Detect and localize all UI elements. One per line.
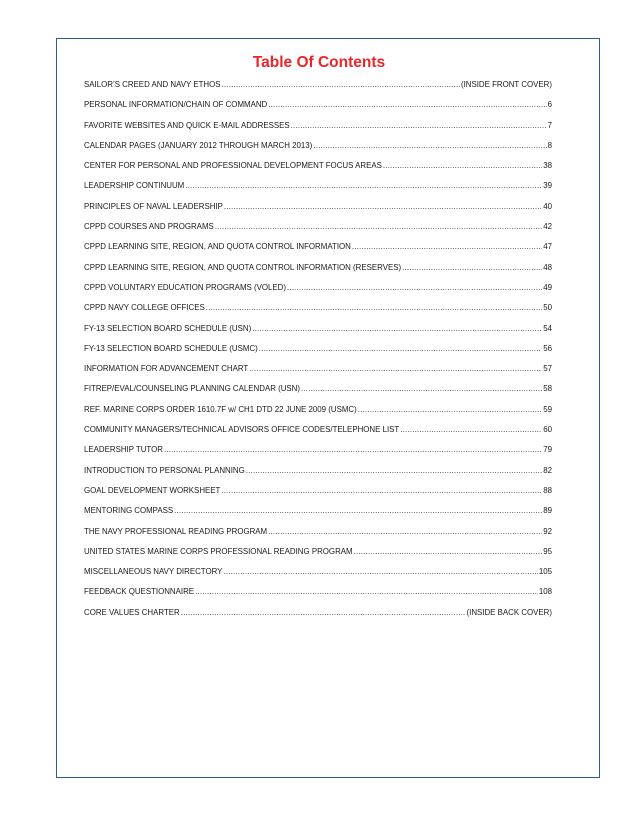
toc-entry-page: 82 bbox=[543, 465, 552, 475]
toc-entry-label: MISCELLANEOUS NAVY DIRECTORY bbox=[84, 567, 223, 577]
toc-entry-label: CPPD LEARNING SITE, REGION, AND QUOTA CONTROL INFORMATION bbox=[84, 242, 351, 252]
toc-dot-leader bbox=[224, 202, 542, 211]
toc-dot-leader bbox=[268, 527, 542, 536]
toc-entry[interactable] bbox=[84, 527, 552, 547]
toc-entry[interactable] bbox=[84, 405, 552, 425]
toc-entry-page: 58 bbox=[543, 384, 552, 394]
toc-dot-leader bbox=[402, 263, 542, 272]
toc-entry-label: FY-13 SELECTION BOARD SCHEDULE (USMC) bbox=[84, 343, 258, 353]
toc-entry[interactable] bbox=[84, 587, 552, 607]
toc-dot-leader bbox=[164, 445, 542, 454]
table-of-contents-list bbox=[84, 80, 552, 628]
toc-dot-leader bbox=[400, 425, 542, 434]
toc-entry-label: SAILOR’S CREED AND NAVY ETHOS bbox=[84, 80, 221, 89]
toc-entry[interactable] bbox=[84, 466, 552, 486]
toc-entry-page: 42 bbox=[543, 222, 552, 232]
toc-dot-leader bbox=[383, 161, 542, 170]
toc-dot-leader bbox=[195, 587, 538, 596]
toc-dot-leader bbox=[268, 100, 546, 109]
toc-entry[interactable] bbox=[84, 141, 552, 161]
toc-entry-page: 95 bbox=[543, 546, 552, 556]
toc-entry-page: 38 bbox=[543, 161, 552, 171]
toc-dot-leader bbox=[174, 506, 542, 515]
toc-entry-page: 105 bbox=[538, 567, 552, 577]
toc-entry[interactable] bbox=[84, 80, 552, 100]
toc-dot-leader bbox=[181, 608, 466, 617]
toc-dot-leader bbox=[252, 324, 542, 333]
toc-dot-leader bbox=[358, 405, 542, 414]
toc-entry[interactable] bbox=[84, 486, 552, 506]
toc-entry-page: 79 bbox=[543, 445, 552, 455]
toc-entry-label: FITREP/EVAL/COUNSELING PLANNING CALENDAR (USN) bbox=[84, 384, 301, 394]
toc-entry-page: 89 bbox=[543, 506, 552, 516]
toc-entry[interactable] bbox=[84, 222, 552, 242]
toc-entry-label: INFORMATION FOR ADVANCEMENT CHART bbox=[84, 364, 249, 374]
toc-entry-page: 54 bbox=[543, 323, 552, 333]
toc-entry-label: THE NAVY PROFESSIONAL READING PROGRAM bbox=[84, 526, 268, 536]
toc-entry[interactable] bbox=[84, 445, 552, 465]
toc-entry-page: 39 bbox=[543, 181, 552, 191]
toc-entry-label: CORE VALUES CHARTER bbox=[84, 607, 180, 617]
toc-entry-page: 92 bbox=[543, 526, 552, 536]
toc-entry[interactable] bbox=[84, 242, 552, 262]
toc-entry-page: 8 bbox=[547, 140, 552, 150]
toc-entry-page: 59 bbox=[543, 404, 552, 414]
toc-entry-page: 57 bbox=[543, 364, 552, 374]
toc-entry-page: 108 bbox=[538, 587, 552, 597]
toc-entry-label: COMMUNITY MANAGERS/TECHNICAL ADVISORS OFFICE CODES/TELEPHONE LIST bbox=[84, 425, 400, 435]
toc-entry-label: CPPD LEARNING SITE, REGION, AND QUOTA CONTROL INFORMATION (RESERVES) bbox=[84, 262, 402, 272]
toc-entry-label: CPPD NAVY COLLEGE OFFICES bbox=[84, 303, 205, 313]
toc-entry-label: FAVORITE WEBSITES AND QUICK E-MAIL ADDRESSES bbox=[84, 120, 290, 130]
toc-entry-page: (INSIDE BACK COVER) bbox=[466, 607, 552, 617]
toc-dot-leader bbox=[291, 121, 547, 130]
toc-entry[interactable] bbox=[84, 567, 552, 587]
toc-dot-leader bbox=[313, 141, 546, 150]
toc-entry-label: REF. MARINE CORPS ORDER 1610.7F w/ CH1 DTD 22 JUNE 2009 (USMC) bbox=[84, 404, 357, 414]
toc-entry[interactable] bbox=[84, 263, 552, 283]
toc-dot-leader bbox=[221, 486, 542, 495]
toc-entry-page: 7 bbox=[547, 120, 552, 130]
toc-entry-page: 88 bbox=[543, 485, 552, 495]
toc-entry-label: PERSONAL INFORMATION/CHAIN OF COMMAND bbox=[84, 100, 268, 110]
toc-dot-leader bbox=[185, 181, 542, 190]
toc-entry[interactable] bbox=[84, 547, 552, 567]
toc-entry-label: UNITED STATES MARINE CORPS PROFESSIONAL READING PROGRAM bbox=[84, 546, 353, 556]
toc-entry[interactable] bbox=[84, 303, 552, 323]
toc-entry[interactable] bbox=[84, 506, 552, 526]
toc-entry-label: INTRODUCTION TO PERSONAL PLANNING bbox=[84, 465, 245, 475]
toc-entry-label: GOAL DEVELOPMENT WORKSHEET bbox=[84, 485, 221, 495]
toc-entry-page: (INSIDE FRONT COVER) bbox=[460, 80, 552, 89]
toc-entry[interactable] bbox=[84, 324, 552, 344]
toc-dot-leader bbox=[249, 364, 542, 373]
toc-entry[interactable] bbox=[84, 344, 552, 364]
toc-entry-label: LEADERSHIP CONTINUUM bbox=[84, 181, 185, 191]
toc-dot-leader bbox=[301, 384, 542, 393]
toc-dot-leader bbox=[354, 547, 543, 556]
toc-entry-label: FEEDBACK QUESTIONNAIRE bbox=[84, 587, 195, 597]
toc-entry-label: CPPD VOLUNTARY EDUCATION PROGRAMS (VOLED) bbox=[84, 282, 286, 292]
toc-entry[interactable] bbox=[84, 425, 552, 445]
toc-entry[interactable] bbox=[84, 283, 552, 303]
toc-entry[interactable] bbox=[84, 608, 552, 628]
toc-entry-label: PRINCIPLES OF NAVAL LEADERSHIP bbox=[84, 201, 223, 211]
toc-entry[interactable] bbox=[84, 121, 552, 141]
toc-entry-label: MENTORING COMPASS bbox=[84, 506, 174, 516]
toc-entry[interactable] bbox=[84, 181, 552, 201]
toc-dot-leader bbox=[287, 283, 542, 292]
toc-dot-leader bbox=[352, 242, 542, 251]
toc-entry-page: 40 bbox=[543, 201, 552, 211]
toc-entry[interactable] bbox=[84, 161, 552, 181]
toc-dot-leader bbox=[223, 567, 537, 576]
toc-dot-leader bbox=[246, 466, 542, 475]
toc-entry[interactable] bbox=[84, 202, 552, 222]
toc-entry-page: 47 bbox=[543, 242, 552, 252]
toc-dot-leader bbox=[259, 344, 542, 353]
toc-dot-leader bbox=[215, 222, 542, 231]
toc-entry-label: CPPD COURSES AND PROGRAMS bbox=[84, 222, 214, 232]
toc-entry-label: CALENDAR PAGES (JANUARY 2012 THROUGH MARCH 2013) bbox=[84, 140, 313, 150]
toc-entry-page: 48 bbox=[543, 262, 552, 272]
toc-entry-page: 6 bbox=[547, 100, 552, 110]
toc-entry-page: 60 bbox=[543, 425, 552, 435]
toc-entry-page: 49 bbox=[543, 282, 552, 292]
toc-entry[interactable] bbox=[84, 100, 552, 120]
toc-entry-label: CENTER FOR PERSONAL AND PROFESSIONAL DEVELOPMENT FOCUS AREAS bbox=[84, 161, 382, 171]
toc-dot-leader bbox=[206, 303, 542, 312]
toc-entry-label: FY-13 SELECTION BOARD SCHEDULE (USN) bbox=[84, 323, 252, 333]
toc-entry[interactable] bbox=[84, 384, 552, 404]
toc-entry[interactable] bbox=[84, 364, 552, 384]
toc-entry-page: 56 bbox=[543, 343, 552, 353]
page-title: Table Of Contents bbox=[252, 54, 386, 71]
toc-dot-leader bbox=[222, 80, 460, 89]
toc-entry-page: 50 bbox=[543, 303, 552, 313]
toc-entry-label: LEADERSHIP TUTOR bbox=[84, 445, 163, 455]
